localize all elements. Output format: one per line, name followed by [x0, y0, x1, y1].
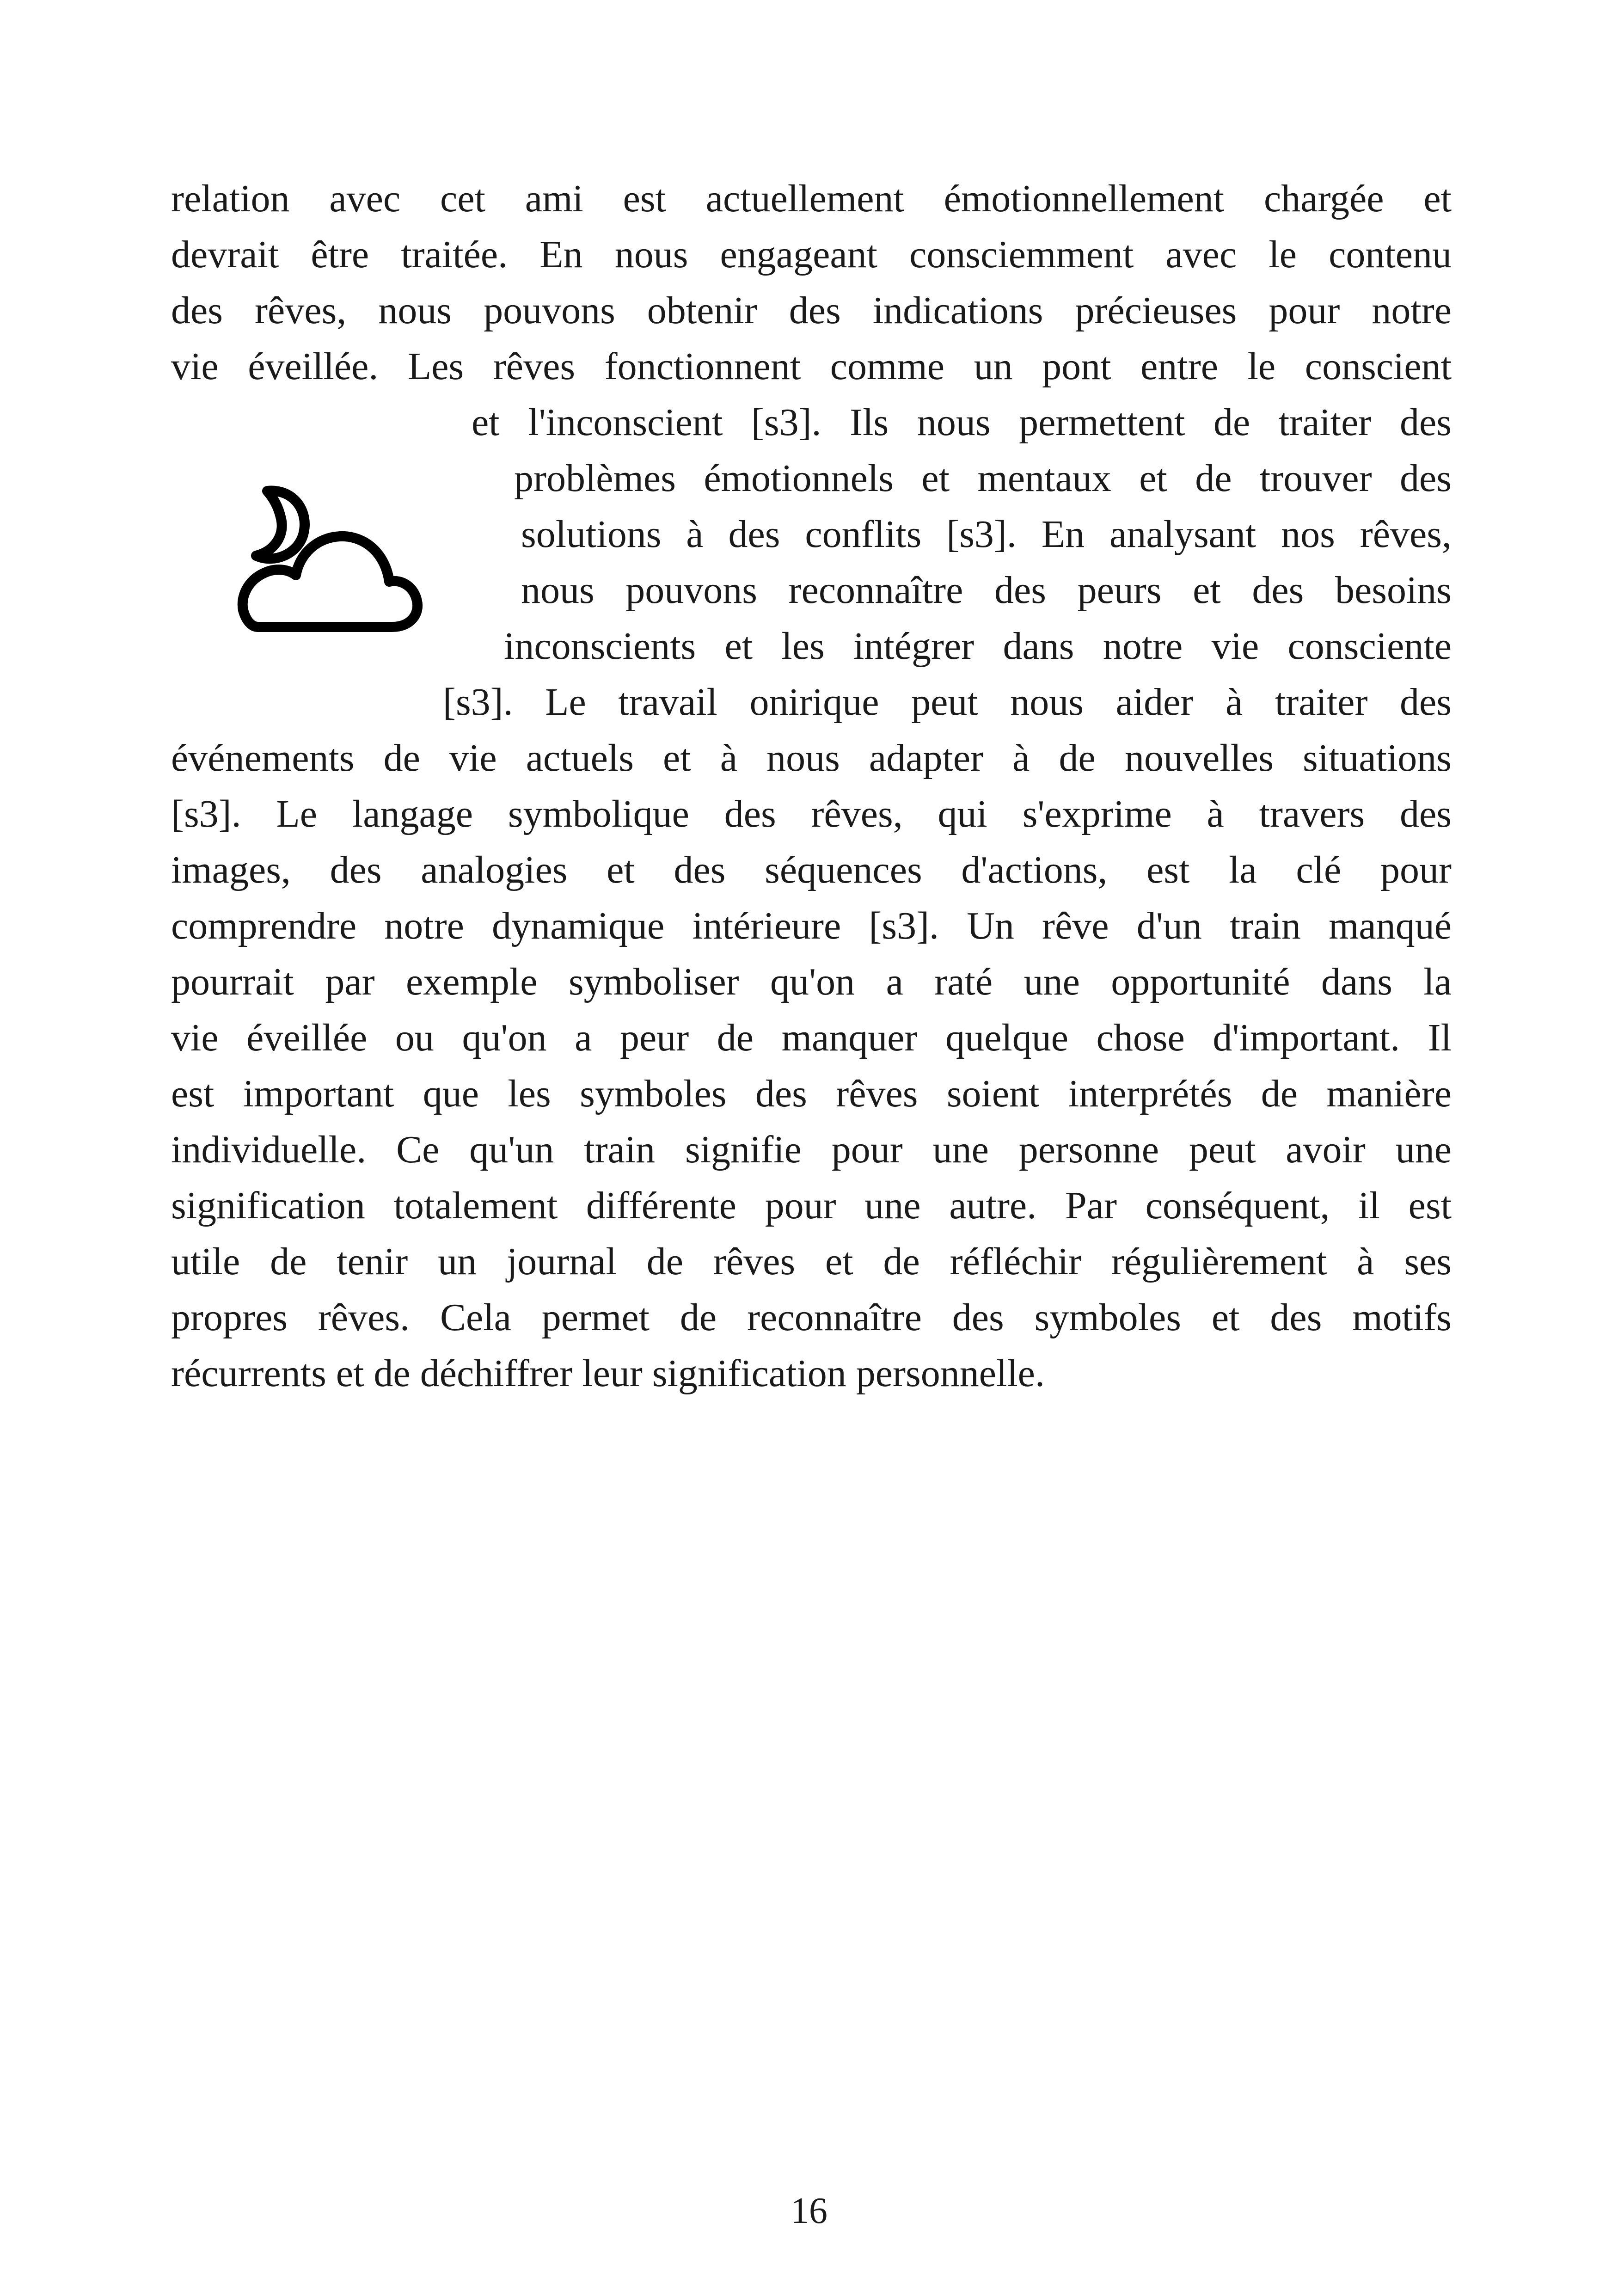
body-text-line: utile de tenir un journal de rêves et de réfléchir régulièrement à ses: [171, 1240, 1452, 1283]
body-text-line: et l'inconscient [s3]. Ils nous permettent de traiter des: [472, 401, 1452, 444]
body-text-line: images, des analogies et des séquences d'actions, est la clé pour: [171, 848, 1452, 891]
body-text-line: des rêves, nous pouvons obtenir des indications précieuses pour notre: [171, 289, 1452, 332]
page-number: 16: [791, 2191, 827, 2231]
body-text-line: propres rêves. Cela permet de reconnaître des symboles et des motifs: [171, 1296, 1452, 1339]
body-text-line: vie éveillée. Les rêves fonctionnent comme un pont entre le conscient: [171, 345, 1452, 388]
body-text-line: devrait être traitée. En nous engageant consciemment avec le contenu: [171, 233, 1452, 276]
body-text-line: événements de vie actuels et à nous adapter à de nouvelles situations: [171, 737, 1452, 780]
body-text-line: solutions à des conflits [s3]. En analysant nos rêves,: [521, 513, 1452, 556]
body-text-line: est important que les symboles des rêves soient interprétés de manière: [171, 1072, 1452, 1115]
body-text-line: problèmes émotionnels et mentaux et de trouver des: [514, 457, 1452, 500]
body-text-line: inconscients et les intégrer dans notre vie consciente: [504, 625, 1452, 668]
body-text-line: [s3]. Le langage symbolique des rêves, qui s'exprime à travers des: [171, 792, 1452, 835]
body-text-line: relation avec cet ami est actuellement émotionnellement chargée et: [171, 177, 1452, 220]
body-text-line: individuelle. Ce qu'un train signifie pour une personne peut avoir une: [171, 1128, 1452, 1171]
body-text-line: [s3]. Le travail onirique peut nous aider à traiter des: [443, 681, 1452, 724]
body-text-line: nous pouvons reconnaître des peurs et des besoins: [521, 569, 1452, 612]
body-text-line: récurrents et de déchiffrer leur signification personnelle.: [171, 1352, 1045, 1395]
body-text-line: pourrait par exemple symboliser qu'on a raté une opportunité dans la: [171, 960, 1452, 1003]
body-text-line: comprendre notre dynamique intérieure [s3]. Un rêve d'un train manqué: [171, 904, 1452, 947]
moon-cloud-icon: [230, 480, 424, 637]
body-text-line: vie éveillée ou qu'on a peur de manquer quelque chose d'important. Il: [171, 1016, 1452, 1059]
body-text-line: signification totalement différente pour une autre. Par conséquent, il est: [171, 1184, 1452, 1227]
